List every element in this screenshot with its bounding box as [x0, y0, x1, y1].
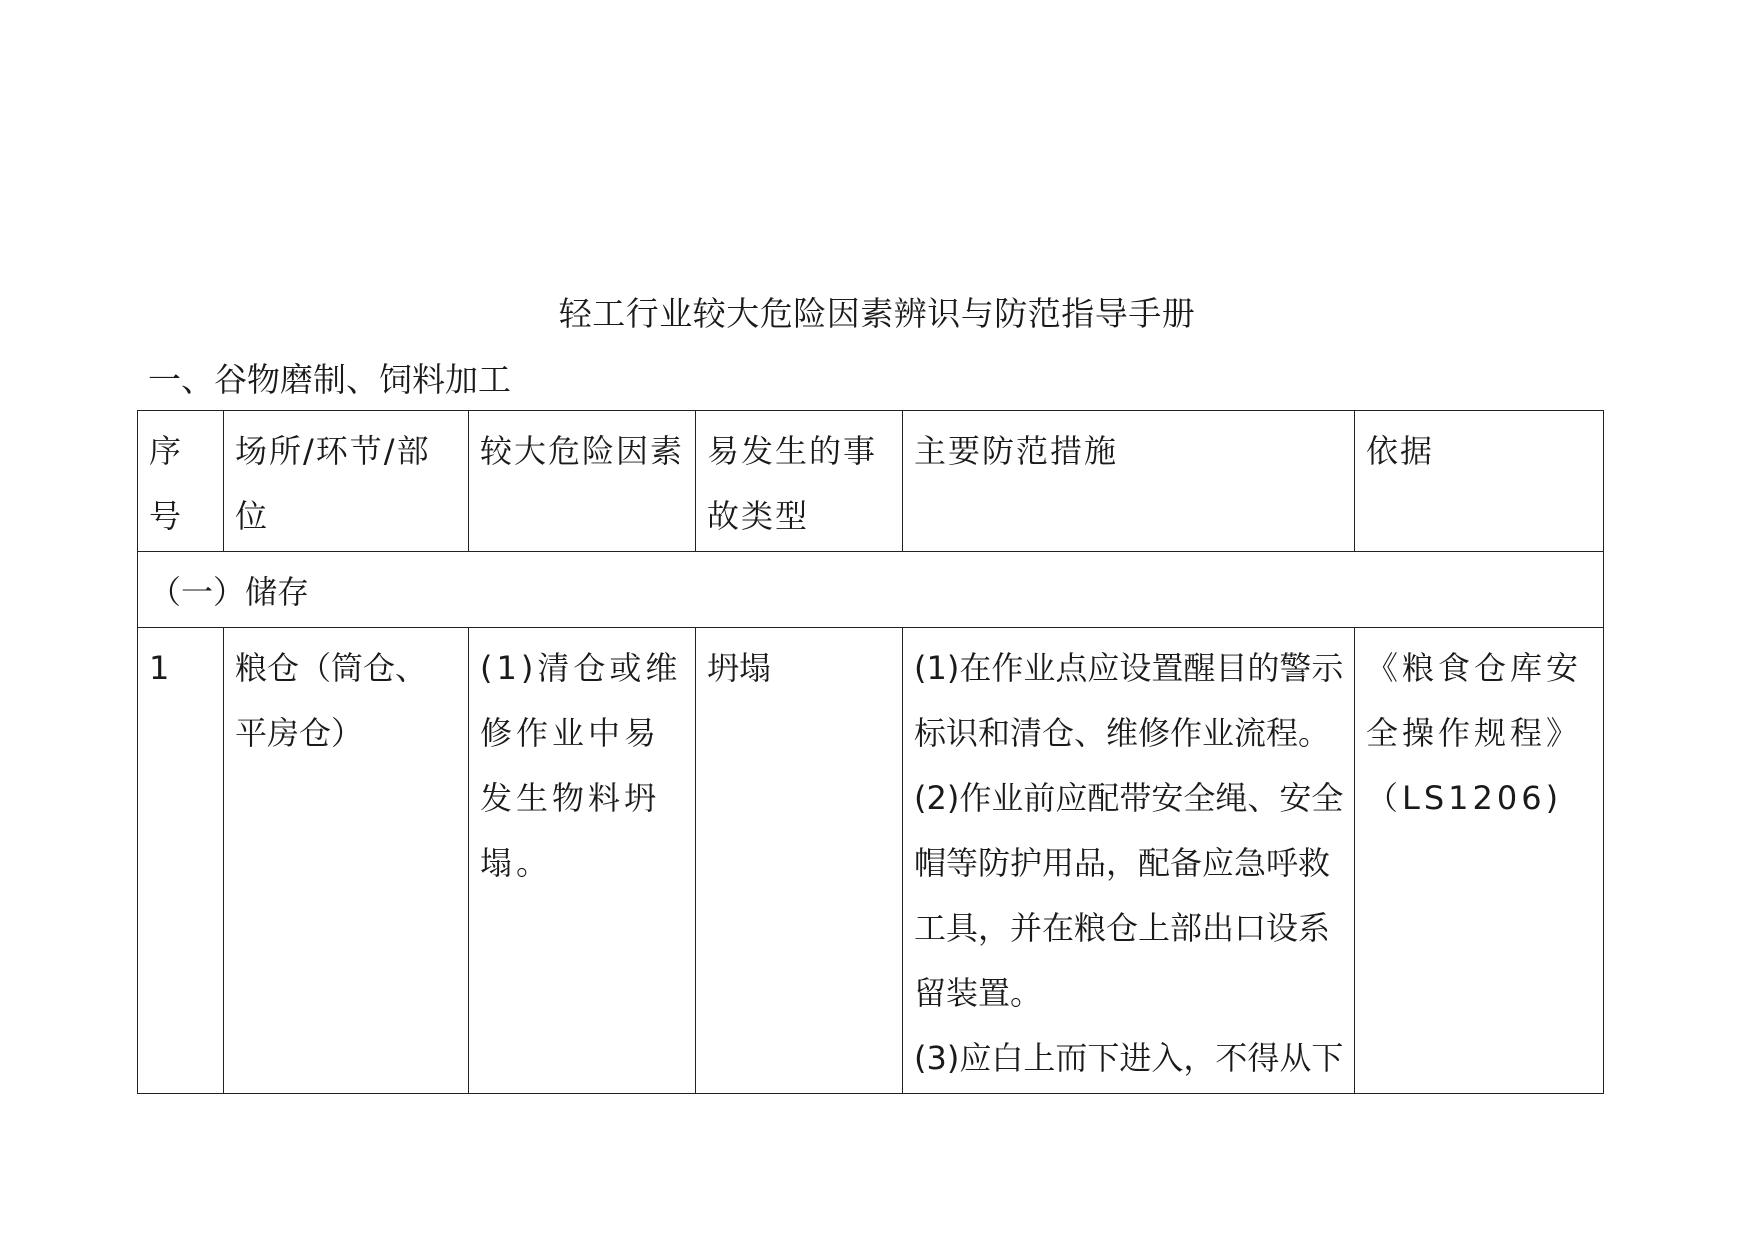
document-title: 轻工行业较大危险因素辨识与防范指导手册 [558, 294, 1196, 333]
cell-measures [903, 628, 1355, 1094]
table-header-row [138, 411, 1604, 552]
measure-item: (1)在作业点应设置醒目的警示标识和清仓、维修作业流程。 [914, 649, 1344, 752]
header-place: 场所/环节/部位 [224, 411, 469, 552]
table-group-row [138, 552, 1604, 628]
measure-item: (2)作业前应配带安全绳、安全帽等防护用品，配备应急呼救工具，并在粮仓上部出口设系留装置。 [914, 779, 1344, 1012]
hazard-table [137, 410, 1604, 1094]
cell-seq: 1 [138, 628, 224, 1094]
header-hazard: 较大危险因素 [469, 411, 696, 552]
section-heading: 一、谷物磨制、饲料加工 [148, 360, 511, 399]
table-row [138, 628, 1604, 1094]
cell-basis: 《粮食仓库安全操作规程》（LS1206) [1355, 628, 1604, 1094]
cell-hazard: (1)清仓或维修作业中易发生物料坍塌。 [469, 628, 696, 1094]
header-accident-type: 易发生的事故类型 [696, 411, 903, 552]
header-seq: 序号 [138, 411, 224, 552]
cell-place: 粮仓（筒仓、平房仓） [224, 628, 469, 1094]
group-label: （一）储存 [138, 552, 1604, 628]
cell-accident-type: 坍塌 [696, 628, 903, 1094]
measure-item: (3)应白上而下进入，不得从下 [914, 1039, 1344, 1077]
header-basis: 依据 [1355, 411, 1604, 552]
header-measures: 主要防范措施 [903, 411, 1355, 552]
